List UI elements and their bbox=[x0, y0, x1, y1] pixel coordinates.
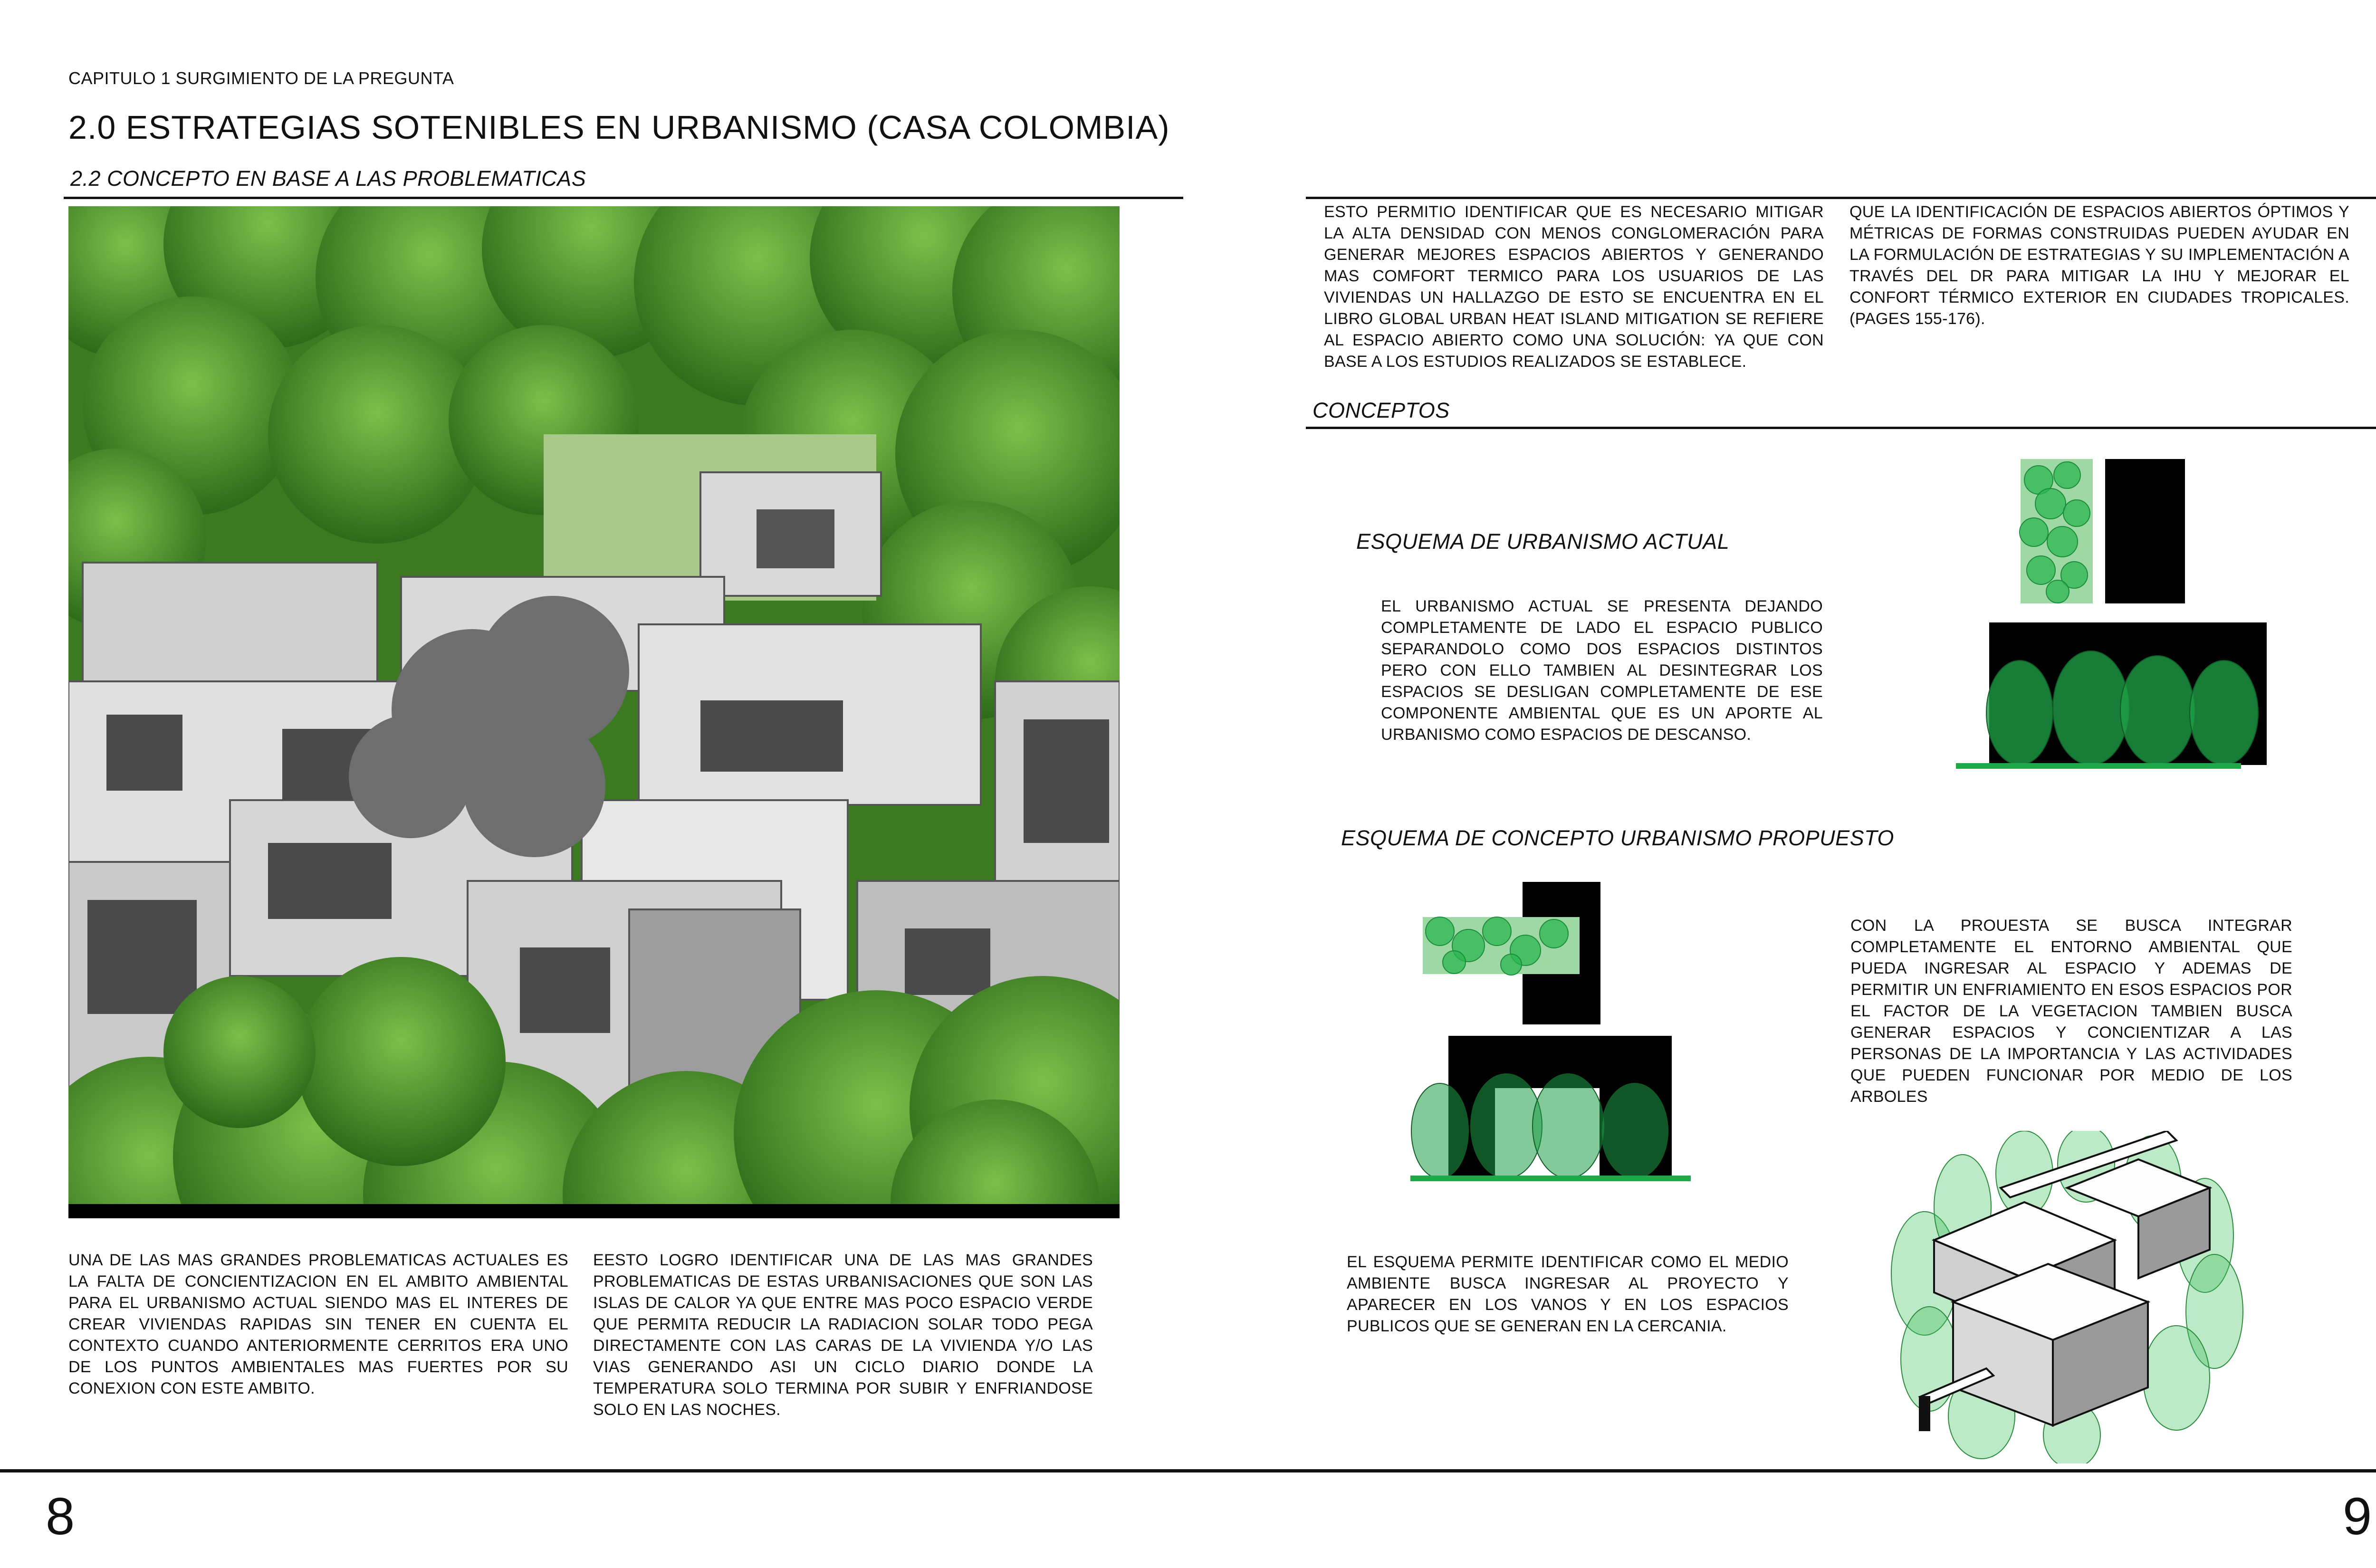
conceptos-heading: CONCEPTOS bbox=[1313, 398, 1450, 422]
isometric-building-sketch bbox=[1882, 1131, 2262, 1463]
page-title: 2.0 ESTRATEGIAS SOTENIBLES EN URBANISMO (CASA COLOMBIA) bbox=[68, 109, 1170, 146]
chapter-label: CAPITULO 1 SURGIMIENTO DE LA PREGUNTA bbox=[68, 68, 454, 88]
section-subtitle: 2.2 CONCEPTO EN BASE A LAS PROBLEMATICAS bbox=[70, 166, 586, 191]
conceptos-rule bbox=[1306, 427, 2376, 429]
esquema-propuesto-heading: ESQUEMA DE CONCEPTO URBANISMO PROPUESTO bbox=[1341, 826, 1894, 850]
right-page-number: 9 bbox=[2343, 1487, 2372, 1546]
esquema-propuesto-text: CON LA PROUESTA SE BUSCA INTEGRAR COMPLETAMENTE EL ENTORNO AMBIENTAL QUE PUEDA INGRESAR AL ESPACIO Y ADEMAS DE PERMITIR UN ENFRIAMIENTO EN ESOS ESPACIOS POR EL FACTOR DE LA VEGETACION TAMBIEN BUSCA GENERAR ESPACIOS Y CONCIENTIZAR A LAS PERSONAS DE LA IMPORTANCIA Y LAS ACTIVIDADES QUE PUEDEN FUNCIONAR POR MEDIO DE LOS ARBOLES bbox=[1850, 917, 2292, 1106]
right-top-rule bbox=[1306, 197, 2376, 199]
right-intro-1: ESTO PERMITIO IDENTIFICAR QUE ES NECESARIO MITIGAR LA ALTA DENSIDAD CON MENOS CONGLOMERACIÓN PARA GENERAR MEJORES ESPACIOS ABIERTOS Y GENERANDO MAS COMFORT TERMICO PARA LOS USUARIOS DE LAS VIVIENDAS UN HALLAZGO DE ESTO SE ENCUENTRA EN EL LIBRO GLOBAL URBAN HEAT ISLAND MITIGATION SE REFIERE AL ESPACIO ABIERTO COMO UNA SOLUCIÓN: YA QUE CON BASE A LOS ESTUDIOS REALIZADOS SE ESTABLECE. bbox=[1324, 203, 1824, 371]
left-paragraph-2: EESTO LOGRO IDENTIFICAR UNA DE LAS MAS GRANDES PROBLEMATICAS DE ESTAS URBANISACIONES QUE SON LAS ISLAS DE CALOR YA QUE ENTRE MAS POCO ESPACIO VERDE QUE PERMITA REDUCIR LA RADIACION SOLAR TODO PEGA DIRECTAMENTE CON LAS CARAS DE LA VIVIENDA Y/O LAS VIAS GENERANDO ASI UN CICLO DIARIO DONDE LA TEMPERATURA SOLO TERMINA POR SUBIR Y ENFRIANDOSE SOLO EN LAS NOCHES. bbox=[593, 1251, 1093, 1419]
housing-photo bbox=[68, 206, 1120, 1218]
footer-rule bbox=[0, 1469, 2376, 1472]
left-header-rule bbox=[64, 197, 1183, 199]
left-page-number: 8 bbox=[46, 1487, 75, 1546]
esquema-actual-heading: ESQUEMA DE URBANISMO ACTUAL bbox=[1356, 529, 1730, 554]
left-paragraph-1: UNA DE LAS MAS GRANDES PROBLEMATICAS ACTUALES ES LA FALTA DE CONCIENTIZACION EN EL AMBITO AMBIENTAL PARA EL URBANISMO ACTUAL SIENDO MAS EL INTERES DE CREAR VIVIENDAS RAPIDAS SIN TENER EN CUENTA EL CONTEXTO CUANDO ANTERIORMENTE CERRITOS ERA UNO DE LOS PUNTOS AMBIENTALES MAS FUERTES POR SU CONEXION CON ESTE AMBITO. bbox=[68, 1251, 568, 1397]
esquema-actual-text: EL URBANISMO ACTUAL SE PRESENTA DEJANDO COMPLETAMENTE DE LADO EL ESPACIO PUBLICO SEPARANDOLO COMO DOS ESPACIOS DISTINTOS PERO CON ELLO TAMBIEN AL DESINTEGRAR LOS ESPACIOS SE DESLIGAN COMPLETAMENTE DE ESE COMPONENTE AMBIENTAL QUE ES UN APORTE AL URBANISMO COMO ESPACIOS DE DESCANSO. bbox=[1381, 597, 1823, 744]
diagram-urbanismo-propuesto bbox=[1407, 879, 1701, 1188]
esquema-medio-text: EL ESQUEMA PERMITE IDENTIFICAR COMO EL MEDIO AMBIENTE BUSCA INGRESAR AL PROYECTO Y APARECER EN LOS VANOS Y EN LOS ESPACIOS PUBLICOS QUE SE GENERAN EN LA CERCANIA. bbox=[1347, 1253, 1789, 1335]
diagram-urbanismo-actual bbox=[1948, 456, 2290, 774]
right-intro-2: QUE LA IDENTIFICACIÓN DE ESPACIOS ABIERTOS ÓPTIMOS Y MÉTRICAS DE FORMAS CONSTRUIDAS PUEDEN AYUDAR EN LA FORMULACIÓN DE ESTRATEGIAS Y SU IMPLEMENTACIÓN A TRAVÉS DEL DR PARA MITIGAR LA IHU Y MEJORAR EL CONFORT TÉRMICO EXTERIOR EN CIUDADES TROPICALES. (PAGES 155-176). bbox=[1849, 203, 2349, 328]
